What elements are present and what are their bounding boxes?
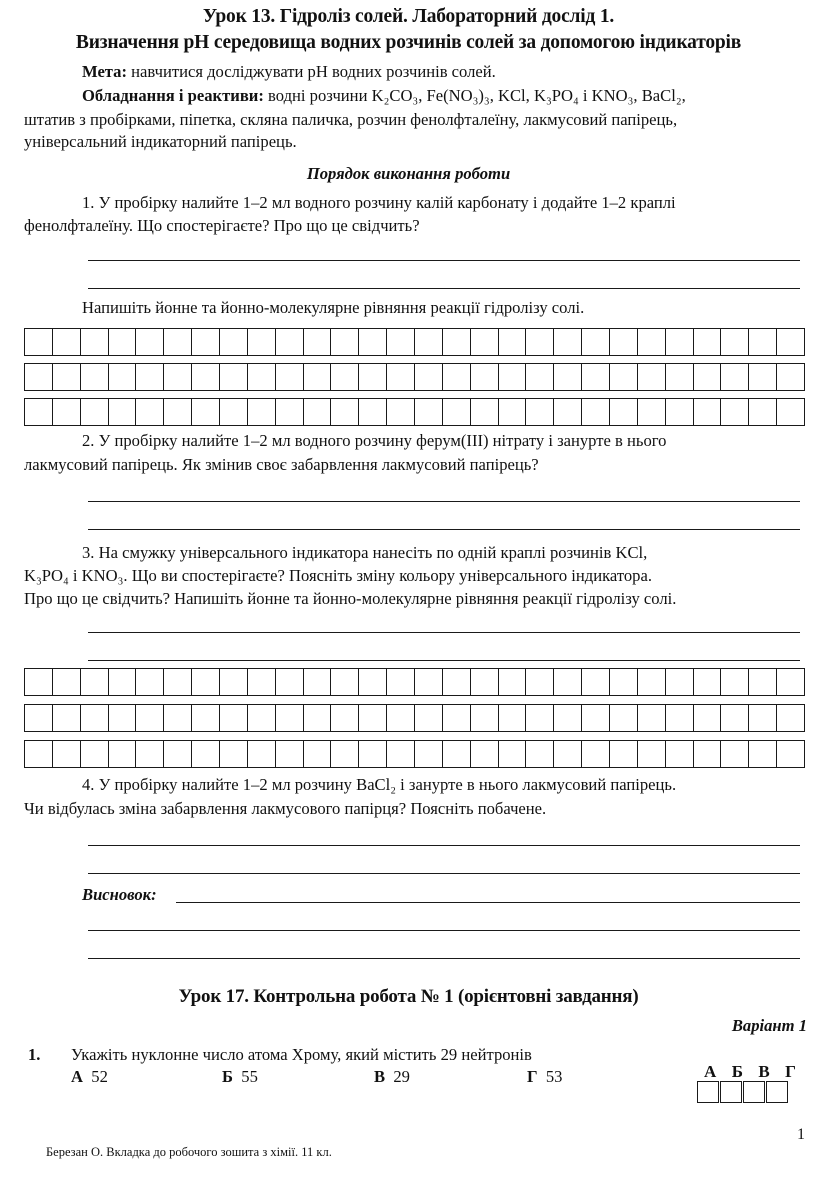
option-a[interactable] bbox=[71, 1067, 108, 1087]
grid-cell[interactable] bbox=[777, 364, 804, 390]
reagent: BaCl₂ bbox=[641, 86, 682, 105]
grid-cell[interactable] bbox=[526, 741, 554, 767]
grid-cell[interactable] bbox=[136, 669, 164, 695]
grid-cell[interactable] bbox=[81, 741, 109, 767]
grid-cell[interactable] bbox=[749, 705, 777, 731]
grid-cell[interactable] bbox=[638, 669, 666, 695]
grid-cell[interactable] bbox=[499, 364, 527, 390]
equipment-line-3: універсальний індикаторний папірець. bbox=[24, 132, 297, 151]
grid-cell[interactable] bbox=[666, 705, 694, 731]
grid-cell[interactable] bbox=[554, 364, 582, 390]
grid-cell[interactable] bbox=[610, 741, 638, 767]
grid-cell[interactable] bbox=[694, 399, 722, 425]
grid-cell[interactable] bbox=[248, 705, 276, 731]
option-value: 29 bbox=[393, 1067, 410, 1086]
grid-cell[interactable] bbox=[359, 741, 387, 767]
grid-cell[interactable] bbox=[554, 669, 582, 695]
grid-cell[interactable] bbox=[248, 669, 276, 695]
option-letter: В bbox=[374, 1067, 386, 1086]
grid-cell[interactable] bbox=[164, 705, 192, 731]
grid-cell[interactable] bbox=[415, 741, 443, 767]
grid-cell[interactable] bbox=[554, 399, 582, 425]
grid-cell[interactable] bbox=[777, 399, 804, 425]
grid-cell[interactable] bbox=[638, 705, 666, 731]
grid-cell[interactable] bbox=[582, 399, 610, 425]
answer-line[interactable] bbox=[88, 529, 800, 530]
grid-cell[interactable] bbox=[499, 705, 527, 731]
grid-cell[interactable] bbox=[387, 669, 415, 695]
grid-cell[interactable] bbox=[582, 741, 610, 767]
goal-label: Мета: bbox=[82, 62, 127, 81]
grid-cell[interactable] bbox=[220, 705, 248, 731]
answer-grid-row[interactable] bbox=[24, 363, 805, 391]
answer-line[interactable] bbox=[88, 845, 800, 846]
grid-cell[interactable] bbox=[53, 669, 81, 695]
grid-cell[interactable] bbox=[276, 329, 304, 355]
grid-cell[interactable] bbox=[721, 329, 749, 355]
equipment-label: Обладнання і реактиви: bbox=[82, 86, 264, 105]
conclusion-line[interactable] bbox=[176, 902, 800, 903]
question-number: 1. bbox=[28, 1045, 41, 1064]
grid-cell[interactable] bbox=[276, 364, 304, 390]
grid-cell[interactable] bbox=[248, 741, 276, 767]
grid-cell[interactable] bbox=[582, 329, 610, 355]
grid-cell[interactable] bbox=[331, 669, 359, 695]
task-4-line-1: 4. У пробірку налийте 1–2 мл розчину BaCl₂ і занурте в нього лакмусовий папірець. bbox=[82, 775, 677, 794]
grid-cell[interactable] bbox=[471, 329, 499, 355]
grid-cell[interactable] bbox=[25, 741, 53, 767]
answer-checkbox-c[interactable] bbox=[743, 1081, 765, 1103]
grid-cell[interactable] bbox=[694, 741, 722, 767]
answer-grid-row[interactable] bbox=[24, 398, 805, 426]
task-4-line-2: Чи відбулась зміна забарвлення лакмусового папірця? Поясніть побачене. bbox=[24, 799, 547, 818]
answer-line[interactable] bbox=[88, 288, 800, 289]
task-3-line-3: Про що це свідчить? Напишіть йонне та йонно-молекулярне рівняння реакції гідролізу солі. bbox=[24, 589, 677, 608]
option-letter: Б bbox=[222, 1067, 233, 1086]
grid-cell[interactable] bbox=[694, 329, 722, 355]
grid-cell[interactable] bbox=[304, 399, 332, 425]
task-1-equation-prompt: Напишіть йонне та йонно-молекулярне рівняння реакції гідролізу солі. bbox=[82, 298, 585, 317]
grid-cell[interactable] bbox=[666, 399, 694, 425]
grid-cell[interactable] bbox=[276, 399, 304, 425]
grid-cell[interactable] bbox=[164, 329, 192, 355]
option-c[interactable] bbox=[374, 1067, 410, 1087]
answer-line[interactable] bbox=[88, 501, 800, 502]
answer-line[interactable] bbox=[88, 873, 800, 874]
grid-cell[interactable] bbox=[666, 364, 694, 390]
grid-cell[interactable] bbox=[304, 364, 332, 390]
grid-cell[interactable] bbox=[53, 741, 81, 767]
grid-cell[interactable] bbox=[721, 669, 749, 695]
grid-cell[interactable] bbox=[526, 399, 554, 425]
grid-cell[interactable] bbox=[749, 364, 777, 390]
grid-cell[interactable] bbox=[359, 329, 387, 355]
grid-cell[interactable] bbox=[749, 741, 777, 767]
answer-letter: А bbox=[704, 1062, 717, 1081]
grid-cell[interactable] bbox=[81, 669, 109, 695]
grid-cell[interactable] bbox=[777, 669, 804, 695]
grid-cell[interactable] bbox=[331, 364, 359, 390]
answer-checkbox-d[interactable] bbox=[766, 1081, 788, 1103]
lesson-subtitle: Визначення pH середовища водних розчинів солей за допомогою індикаторів bbox=[75, 32, 742, 53]
grid-cell[interactable] bbox=[526, 364, 554, 390]
grid-cell[interactable] bbox=[443, 364, 471, 390]
grid-cell[interactable] bbox=[359, 669, 387, 695]
grid-cell[interactable] bbox=[164, 399, 192, 425]
grid-cell[interactable] bbox=[136, 705, 164, 731]
grid-cell[interactable] bbox=[359, 399, 387, 425]
grid-cell[interactable] bbox=[192, 741, 220, 767]
grid-cell[interactable] bbox=[443, 705, 471, 731]
task-3-line-2: K₃PO₄ і KNO₃. Що ви спостерігаєте? Поясніть зміну кольору універсального індикатора. bbox=[24, 566, 652, 585]
grid-cell[interactable] bbox=[164, 741, 192, 767]
grid-cell[interactable] bbox=[415, 705, 443, 731]
task-1-line-2: фенолфталеїну. Що спостерігаєте? Про що це свідчить? bbox=[24, 216, 420, 235]
grid-cell[interactable] bbox=[777, 329, 804, 355]
grid-cell[interactable] bbox=[109, 329, 137, 355]
goal-text: навчитися досліджувати pH водних розчинів солей. bbox=[127, 62, 496, 81]
goal-paragraph bbox=[82, 62, 496, 82]
grid-cell[interactable] bbox=[81, 329, 109, 355]
grid-cell[interactable] bbox=[53, 364, 81, 390]
grid-cell[interactable] bbox=[359, 364, 387, 390]
answer-checkbox-b[interactable] bbox=[720, 1081, 742, 1103]
option-d[interactable] bbox=[527, 1067, 562, 1087]
grid-cell[interactable] bbox=[220, 364, 248, 390]
grid-cell[interactable] bbox=[387, 399, 415, 425]
grid-cell[interactable] bbox=[499, 669, 527, 695]
grid-cell[interactable] bbox=[638, 399, 666, 425]
reagent: KCl bbox=[498, 86, 526, 105]
grid-cell[interactable] bbox=[666, 329, 694, 355]
grid-cell[interactable] bbox=[331, 705, 359, 731]
answer-grid-row[interactable] bbox=[24, 328, 805, 356]
grid-cell[interactable] bbox=[25, 705, 53, 731]
grid-cell[interactable] bbox=[192, 399, 220, 425]
grid-cell[interactable] bbox=[192, 669, 220, 695]
grid-cell[interactable] bbox=[499, 399, 527, 425]
task-2-line-2: лакмусовий папірець. Як змінив своє забарвлення лакмусовий папірець? bbox=[24, 455, 539, 474]
answer-line[interactable] bbox=[88, 260, 800, 261]
grid-cell[interactable] bbox=[582, 705, 610, 731]
grid-cell[interactable] bbox=[666, 741, 694, 767]
footer-citation: Березан О. Вкладка до робочого зошита з хімії. 11 кл. bbox=[46, 1145, 332, 1159]
task-1-line-1: 1. У пробірку налийте 1–2 мл водного розчину калій карбонату і додайте 1–2 краплі bbox=[82, 193, 676, 212]
grid-cell[interactable] bbox=[415, 364, 443, 390]
answer-line[interactable] bbox=[88, 632, 800, 633]
grid-cell[interactable] bbox=[304, 669, 332, 695]
option-value: 52 bbox=[91, 1067, 108, 1086]
grid-cell[interactable] bbox=[276, 669, 304, 695]
grid-cell[interactable] bbox=[721, 741, 749, 767]
grid-cell[interactable] bbox=[331, 399, 359, 425]
answer-line[interactable] bbox=[88, 660, 800, 661]
grid-cell[interactable] bbox=[331, 329, 359, 355]
grid-cell[interactable] bbox=[304, 741, 332, 767]
grid-cell[interactable] bbox=[694, 364, 722, 390]
grid-cell[interactable] bbox=[749, 329, 777, 355]
grid-cell[interactable] bbox=[53, 329, 81, 355]
grid-cell[interactable] bbox=[304, 705, 332, 731]
grid-cell[interactable] bbox=[164, 364, 192, 390]
grid-cell[interactable] bbox=[359, 705, 387, 731]
grid-cell[interactable] bbox=[694, 669, 722, 695]
grid-cell[interactable] bbox=[777, 741, 804, 767]
grid-cell[interactable] bbox=[554, 329, 582, 355]
grid-cell[interactable] bbox=[638, 741, 666, 767]
grid-cell[interactable] bbox=[25, 364, 53, 390]
grid-cell[interactable] bbox=[471, 669, 499, 695]
option-letter: Г bbox=[527, 1067, 538, 1086]
grid-cell[interactable] bbox=[25, 329, 53, 355]
grid-cell[interactable] bbox=[53, 705, 81, 731]
grid-cell[interactable] bbox=[666, 669, 694, 695]
conclusion-label: Висновок: bbox=[82, 885, 157, 904]
answer-boxes bbox=[697, 1081, 788, 1103]
grid-cell[interactable] bbox=[192, 705, 220, 731]
equipment-paragraph: Обладнання і реактиви: водні розчини K₂CO₃, Fe(NO₃)₃, KCl, K₃PO₄ і KNO₃, BaCl₂, bbox=[82, 86, 686, 105]
grid-cell[interactable] bbox=[387, 741, 415, 767]
answer-grid-row[interactable] bbox=[24, 740, 805, 768]
answer-letters bbox=[704, 1062, 796, 1082]
grid-cell[interactable] bbox=[109, 705, 137, 731]
grid-cell[interactable] bbox=[471, 705, 499, 731]
answer-letter: Г bbox=[785, 1062, 796, 1081]
grid-cell[interactable] bbox=[499, 329, 527, 355]
option-letter: А bbox=[71, 1067, 83, 1086]
grid-cell[interactable] bbox=[81, 364, 109, 390]
answer-letter: В bbox=[758, 1062, 770, 1081]
grid-cell[interactable] bbox=[192, 329, 220, 355]
grid-cell[interactable] bbox=[554, 741, 582, 767]
grid-cell[interactable] bbox=[136, 741, 164, 767]
answer-grid-row[interactable] bbox=[24, 668, 805, 696]
grid-cell[interactable] bbox=[109, 741, 137, 767]
grid-cell[interactable] bbox=[582, 669, 610, 695]
reagent: K₃PO₄ bbox=[533, 86, 579, 105]
grid-cell[interactable] bbox=[721, 705, 749, 731]
grid-cell[interactable] bbox=[415, 669, 443, 695]
grid-cell[interactable] bbox=[109, 399, 137, 425]
page-number: 1 bbox=[797, 1126, 805, 1143]
grid-cell[interactable] bbox=[220, 399, 248, 425]
conclusion-line[interactable] bbox=[88, 930, 800, 931]
option-value: 53 bbox=[545, 1067, 563, 1086]
grid-cell[interactable] bbox=[25, 399, 53, 425]
grid-cell[interactable] bbox=[471, 399, 499, 425]
grid-cell[interactable] bbox=[694, 705, 722, 731]
reagent: K₂CO₃ bbox=[371, 86, 419, 105]
grid-cell[interactable] bbox=[471, 741, 499, 767]
grid-cell[interactable] bbox=[304, 329, 332, 355]
equipment-text: водні розчини bbox=[263, 86, 372, 105]
grid-cell[interactable] bbox=[276, 741, 304, 767]
procedure-heading: Порядок виконання роботи bbox=[306, 164, 511, 183]
grid-cell[interactable] bbox=[220, 669, 248, 695]
lesson-title: Урок 13. Гідроліз солей. Лабораторний дослід 1. bbox=[202, 6, 615, 27]
grid-cell[interactable] bbox=[109, 669, 137, 695]
grid-cell[interactable] bbox=[248, 329, 276, 355]
grid-cell[interactable] bbox=[415, 329, 443, 355]
grid-cell[interactable] bbox=[331, 741, 359, 767]
grid-cell[interactable] bbox=[415, 399, 443, 425]
grid-cell[interactable] bbox=[721, 399, 749, 425]
equipment-line-2: штатив з пробірками, піпетка, скляна паличка, розчин фенолфталеїну, лакмусовий папірець, bbox=[24, 110, 678, 129]
grid-cell[interactable] bbox=[777, 705, 804, 731]
grid-cell[interactable] bbox=[443, 329, 471, 355]
answer-checkbox-a[interactable] bbox=[697, 1081, 719, 1103]
grid-cell[interactable] bbox=[582, 364, 610, 390]
grid-cell[interactable] bbox=[638, 329, 666, 355]
grid-cell[interactable] bbox=[443, 741, 471, 767]
grid-cell[interactable] bbox=[526, 329, 554, 355]
grid-cell[interactable] bbox=[610, 364, 638, 390]
grid-cell[interactable] bbox=[220, 741, 248, 767]
answer-letter: Б bbox=[731, 1062, 743, 1081]
grid-cell[interactable] bbox=[526, 705, 554, 731]
grid-cell[interactable] bbox=[638, 364, 666, 390]
grid-cell[interactable] bbox=[749, 669, 777, 695]
option-b[interactable] bbox=[222, 1067, 258, 1087]
grid-cell[interactable] bbox=[610, 669, 638, 695]
grid-cell[interactable] bbox=[220, 329, 248, 355]
grid-cell[interactable] bbox=[192, 364, 220, 390]
grid-cell[interactable] bbox=[136, 329, 164, 355]
grid-cell[interactable] bbox=[554, 705, 582, 731]
grid-cell[interactable] bbox=[53, 399, 81, 425]
grid-cell[interactable] bbox=[164, 669, 192, 695]
question-text: Укажіть нуклонне число атома Хрому, який містить 29 нейтронів bbox=[71, 1045, 532, 1064]
grid-cell[interactable] bbox=[443, 399, 471, 425]
grid-cell[interactable] bbox=[248, 399, 276, 425]
variant-label: Варіант 1 bbox=[731, 1016, 807, 1035]
answer-grid-row[interactable] bbox=[24, 704, 805, 732]
grid-cell[interactable] bbox=[387, 705, 415, 731]
grid-cell[interactable] bbox=[81, 705, 109, 731]
grid-cell[interactable] bbox=[721, 364, 749, 390]
conclusion-line[interactable] bbox=[88, 958, 800, 959]
grid-cell[interactable] bbox=[443, 669, 471, 695]
grid-cell[interactable] bbox=[136, 399, 164, 425]
task-2-line-1: 2. У пробірку налийте 1–2 мл водного розчину ферум(ІІІ) нітрату і занурте в нього bbox=[82, 431, 667, 450]
reagent: Fe(NO₃)₃ bbox=[426, 86, 490, 105]
grid-cell[interactable] bbox=[387, 329, 415, 355]
grid-cell[interactable] bbox=[248, 364, 276, 390]
grid-cell[interactable] bbox=[471, 364, 499, 390]
grid-cell[interactable] bbox=[610, 399, 638, 425]
grid-cell[interactable] bbox=[610, 705, 638, 731]
grid-cell[interactable] bbox=[25, 669, 53, 695]
option-value: 55 bbox=[241, 1067, 258, 1086]
grid-cell[interactable] bbox=[276, 705, 304, 731]
task-3-line-1: 3. На смужку універсального індикатора нанесіть по одній краплі розчинів KCl, bbox=[82, 543, 648, 562]
grid-cell[interactable] bbox=[109, 364, 137, 390]
grid-cell[interactable] bbox=[81, 399, 109, 425]
grid-cell[interactable] bbox=[526, 669, 554, 695]
reagent: KNO₃ bbox=[591, 86, 634, 105]
grid-cell[interactable] bbox=[749, 399, 777, 425]
grid-cell[interactable] bbox=[387, 364, 415, 390]
lesson-17-title: Урок 17. Контрольна робота № 1 (орієнтовні завдання) bbox=[178, 986, 639, 1007]
grid-cell[interactable] bbox=[136, 364, 164, 390]
grid-cell[interactable] bbox=[610, 329, 638, 355]
grid-cell[interactable] bbox=[499, 741, 527, 767]
